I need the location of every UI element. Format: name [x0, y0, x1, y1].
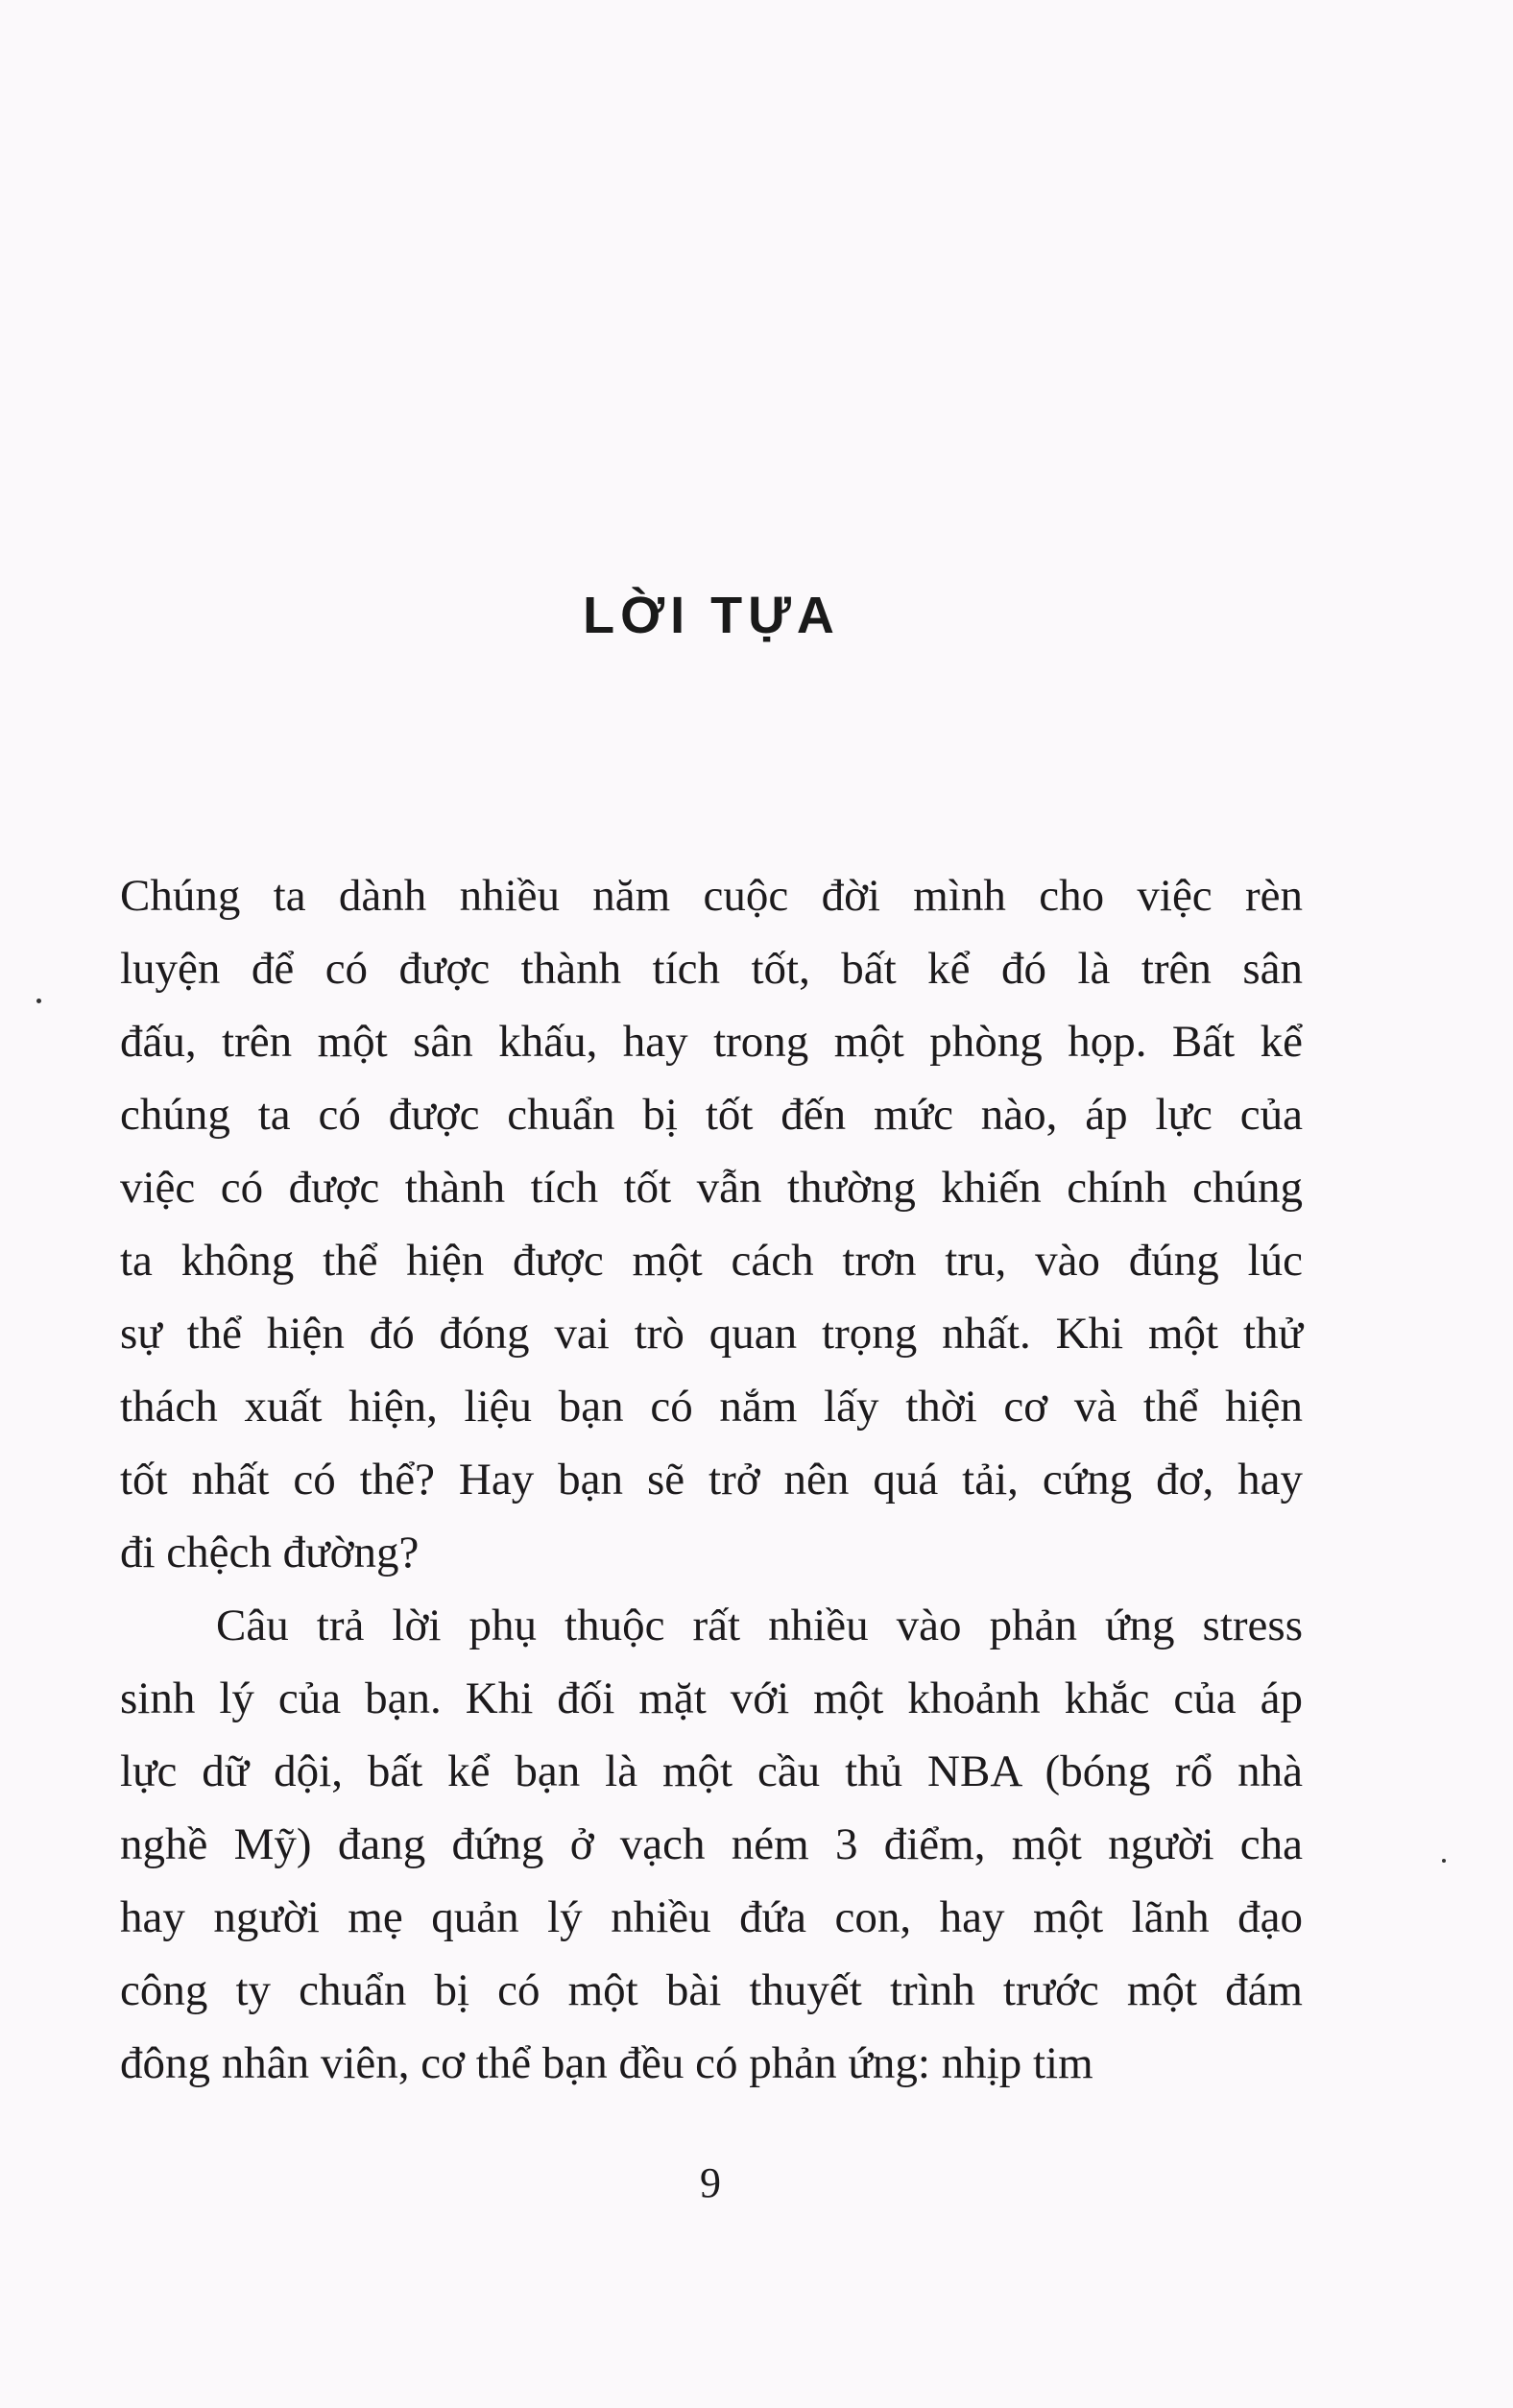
text-line: luyện để có được thành tích tốt, bất kể đó là trên sân	[120, 944, 1303, 994]
paragraph	[120, 1589, 1303, 2100]
text-line: việc có được thành tích tốt vẫn thường khiến chính chúng	[120, 1163, 1303, 1213]
text-line: Chúng ta dành nhiều năm cuộc đời mình cho việc rèn	[120, 871, 1303, 921]
text-line: nghề Mỹ) đang đứng ở vạch ném 3 điểm, một người cha	[120, 1819, 1303, 1869]
text-line: lực dữ dội, bất kể bạn là một cầu thủ NBA (bóng rổ nhà	[120, 1746, 1303, 1796]
paragraph	[120, 859, 1303, 1589]
text-line: công ty chuẩn bị có một bài thuyết trình trước một đám	[120, 1965, 1303, 2015]
text-line: chúng ta có được chuẩn bị tốt đến mức nào, áp lực của	[120, 1090, 1303, 1140]
reverse-page-bleed	[115, 144, 1306, 325]
page-number: 9	[700, 2159, 721, 2206]
text-line: đông nhân viên, cơ thể bạn đều có phản ứng: nhịp tim	[120, 2038, 1093, 2088]
chapter-title: LỜI TỰA	[583, 587, 840, 644]
text-line: ta không thể hiện được một cách trơn tru, vào đúng lúc	[120, 1236, 1303, 1286]
text-line: sự thể hiện đó đóng vai trò quan trọng nhất. Khi một thử	[120, 1309, 1303, 1359]
text-line: đi chệch đường?	[120, 1528, 420, 1577]
text-line: thách xuất hiện, liệu bạn có nắm lấy thời cơ và thể hiện	[120, 1382, 1303, 1432]
text-line: Câu trả lời phụ thuộc rất nhiều vào phản ứng stress	[216, 1601, 1303, 1650]
body-text	[120, 859, 1303, 2100]
text-line: tốt nhất có thể? Hay bạn sẽ trở nên quá tải, cứng đơ, hay	[120, 1455, 1303, 1505]
text-line: đấu, trên một sân khấu, hay trong một phòng họp. Bất kể	[120, 1017, 1303, 1067]
text-line: sinh lý của bạn. Khi đối mặt với một khoảnh khắc của áp	[120, 1674, 1303, 1723]
paper-speck	[36, 999, 41, 1003]
paper-speck	[1442, 1859, 1446, 1863]
text-line: hay người mẹ quản lý nhiều đứa con, hay một lãnh đạo	[120, 1892, 1303, 1942]
